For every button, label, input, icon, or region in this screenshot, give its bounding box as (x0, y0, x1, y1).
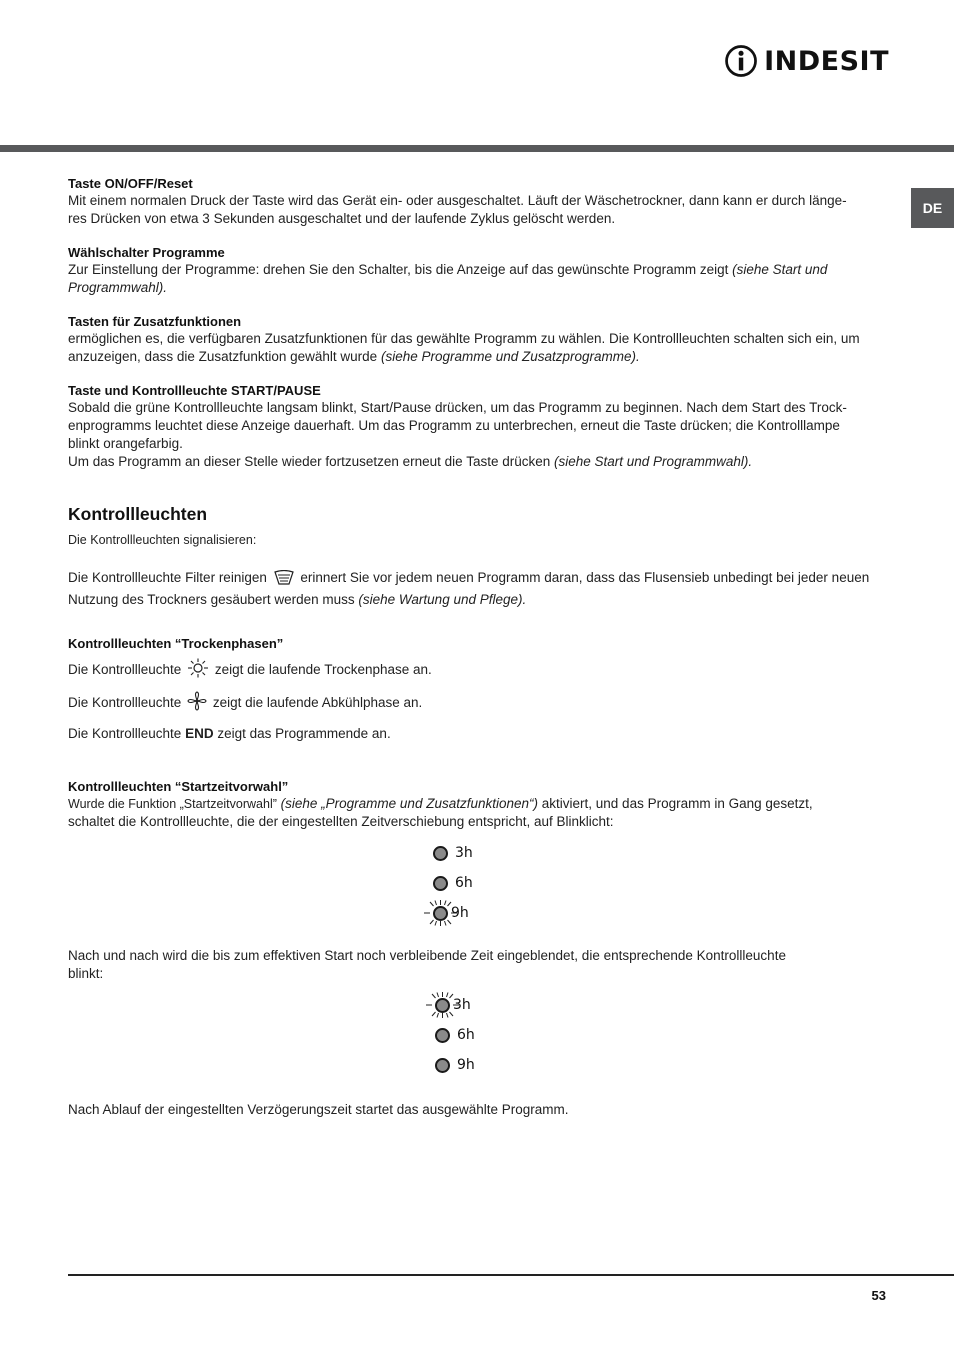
indesit-logo-icon (724, 41, 758, 81)
brand-logo (724, 40, 889, 82)
led2-9h (435, 1058, 450, 1073)
heading-programs: Wählschalter Programme (68, 245, 225, 260)
sun-drying-icon (187, 658, 209, 683)
led2-3h (435, 998, 450, 1013)
language-tab: DE (911, 188, 954, 228)
section-onoff (68, 176, 890, 228)
heading-phases: Kontrollleuchten “Trockenphasen” (68, 636, 284, 651)
text-delay-end: Nach Ablauf der eingestellten Verzögerungszeit startet das ausgewählte Programm. (68, 1102, 569, 1117)
text-dry-phase: Die Kontrollleuchte zeigt die laufende Trockenphase an. (68, 658, 890, 683)
text-startpause-1: Sobald die grüne Kontrollleuchte langsam blinkt, Start/Pause drücken, um das Programm zu beginnen. Nach dem Start des Trock- (68, 400, 847, 415)
text-lights-intro: Die Kontrollleuchten signalisieren: (68, 533, 257, 547)
led-9h (433, 906, 448, 921)
delay-led-group-2 (435, 990, 475, 1080)
led2-row-6h (435, 1020, 475, 1050)
section-lights (68, 503, 890, 609)
text-onoff-2: res Drücken von etwa 3 Sekunden ausgeschaltet und der laufende Zyklus gelöscht werden. (68, 211, 616, 226)
led-6h (433, 876, 448, 891)
led2-row-3h (435, 990, 475, 1020)
text-end-phase: Die Kontrollleuchte END zeigt das Programmende an. (68, 726, 391, 741)
page-content (68, 176, 890, 831)
text-delay-mid-1: Nach und nach wird die bis zum effektiven Start noch verbleibende Zeit eingeblendet, die entsprechende Kontrollleuchte (68, 948, 786, 963)
led2-label-3h: 3h (453, 997, 471, 1013)
heading-startpause: Taste und Kontrollleuchte START/PAUSE (68, 383, 321, 398)
text-programs-2: Programmwahl). (68, 280, 168, 295)
section-options (68, 314, 890, 366)
heading-onoff: Taste ON/OFF/Reset (68, 176, 193, 191)
section-delay (68, 779, 890, 831)
section-startpause (68, 383, 890, 471)
text-options-1: ermöglichen es, die verfügbaren Zusatzfunktionen für das gewählte Programm zu wählen. Die Kontrollleuchten schalten sich ein, um (68, 331, 860, 346)
led-row-9h (433, 898, 473, 928)
fan-cooling-icon (187, 691, 207, 716)
text-delay-2: schaltet die Kontrollleuchte, die der eingestellten Zeitverschiebung entspricht, auf Blinklicht: (68, 814, 614, 829)
text-startpause-4: Um das Programm an dieser Stelle wieder fortzusetzen erneut die Taste drücken (siehe Start und Programmwahl). (68, 454, 753, 469)
brand-name: INDESIT (764, 45, 889, 77)
led-row-3h (433, 838, 473, 868)
text-programs: Zur Einstellung der Programme: drehen Sie den Schalter, bis die Anzeige auf das gewünschte Programm zeigt (siehe Start und (68, 262, 828, 277)
led2-row-9h (435, 1050, 475, 1080)
filter-clean-icon (273, 570, 295, 591)
led2-6h (435, 1028, 450, 1043)
text-delay-1: Wurde die Funktion „Startzeitvorwahl” (siehe „Programme und Zusatzfunktionen“) aktiviert, und das Programm in Gang gesetzt, (68, 796, 813, 811)
page-number: 53 (871, 1288, 886, 1303)
led2-label-6h: 6h (457, 1027, 475, 1043)
led-3h (433, 846, 448, 861)
section-phases (68, 636, 890, 743)
led-label-9h: 9h (451, 905, 469, 921)
led2-label-9h: 9h (457, 1057, 475, 1073)
text-onoff-1: Mit einem normalen Druck der Taste wird das Gerät ein- oder ausgeschaltet. Läuft der Wäschetrockner, dann kann er durch länge- (68, 193, 847, 208)
footer-divider (68, 1274, 954, 1276)
delay-led-group-1 (433, 838, 473, 928)
text-startpause-2: enprogramms leuchtet diese Anzeige dauerhaft. Um das Programm zu unterbrechen, erneut die Taste drücken; die Kontrolllampe (68, 418, 840, 433)
text-filter-1: Die Kontrollleuchte Filter reinigen erinnert Sie vor jedem neuen Programm daran, dass das Flusensieb unbedingt bei jeder neuen (68, 569, 890, 591)
led-label-3h: 3h (455, 845, 473, 861)
text-options-2: anzuzeigen, dass die Zusatzfunktion gewählt wurde (siehe Programme und Zusatzprogramme). (68, 349, 640, 364)
text-cool-phase: Die Kontrollleuchte zeigt die laufende Abkühlphase an. (68, 691, 890, 716)
text-delay-mid-2: blinkt: (68, 966, 104, 981)
heading-delay: Kontrollleuchten “Startzeitvorwahl” (68, 779, 289, 794)
section-programs (68, 245, 890, 297)
led-row-6h (433, 868, 473, 898)
heading-options: Tasten für Zusatzfunktionen (68, 314, 242, 329)
heading-lights: Kontrollleuchten (68, 504, 208, 524)
header-divider (0, 145, 954, 152)
text-filter-2: Nutzung des Trockners gesäubert werden muss (siehe Wartung und Pflege). (68, 592, 527, 607)
led-label-6h: 6h (455, 875, 473, 891)
text-startpause-3: blinkt orangefarbig. (68, 436, 183, 451)
